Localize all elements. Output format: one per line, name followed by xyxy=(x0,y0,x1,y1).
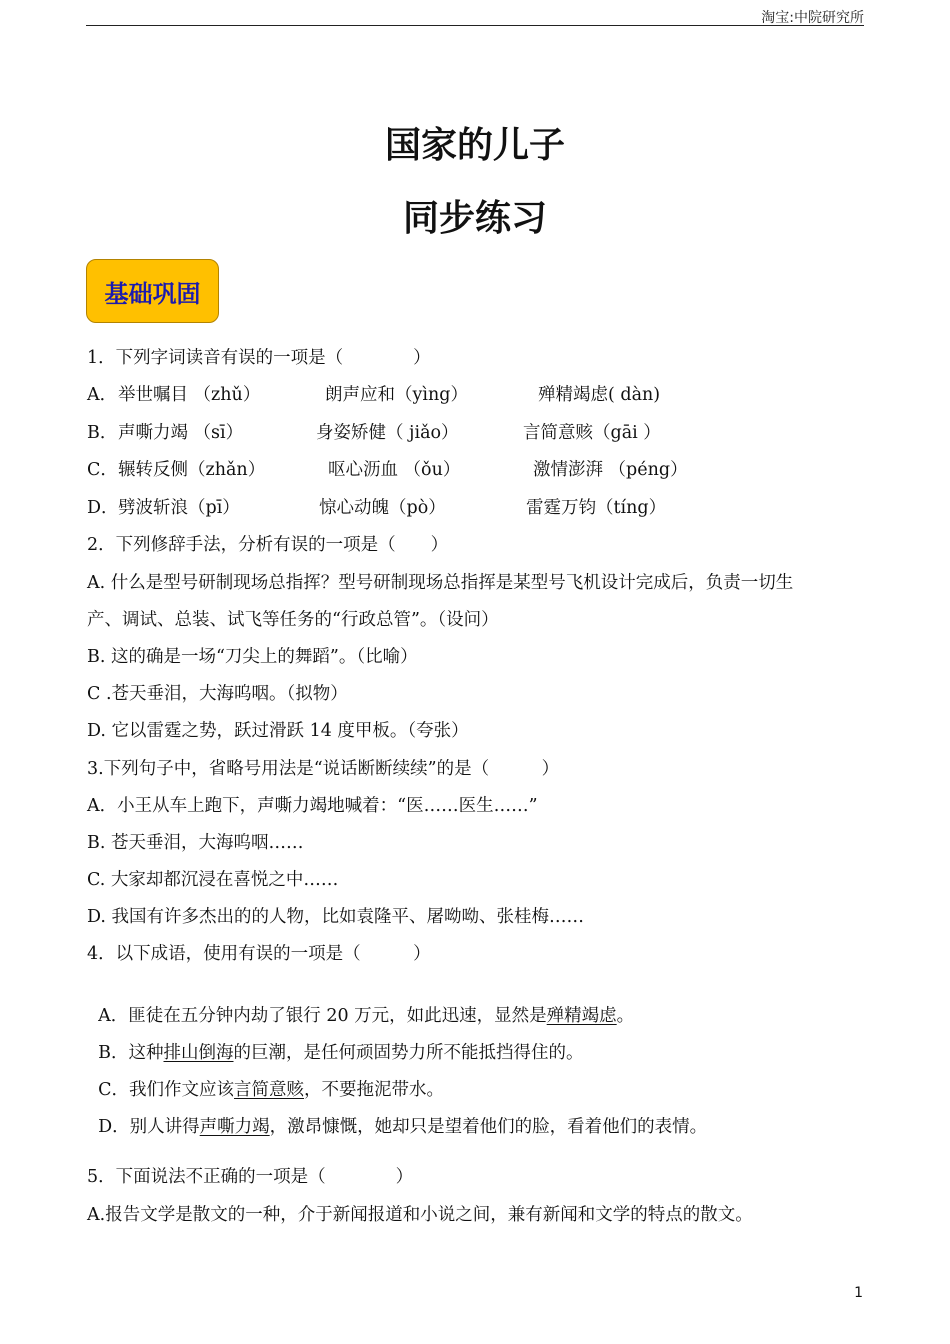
q1-option-b-label: B． xyxy=(87,423,118,443)
q1-option-a-item-2: 朗声应和（yìng） xyxy=(325,385,468,405)
q4-option-c xyxy=(87,1054,445,1100)
q1-option-b-item-1: 声嘶力竭 （sī） xyxy=(118,423,244,443)
q1-option-a-item-1: 举世嘱目 （zhǔ） xyxy=(118,385,261,405)
q4-stem: 4．以下成语，使用有误的一项是（ ） xyxy=(87,944,431,964)
q4-option-c-end: ，不要拖泥带水。 xyxy=(304,1080,445,1100)
q3-stem: 3.下列句子中，省略号用法是“说话断断续续”的是（ ） xyxy=(87,759,560,779)
q3-option-a: A．小王从车上跑下，声嘶力竭地喊着：“医……医生……” xyxy=(87,796,538,816)
q1-option-a-item-3: 殚精竭虑( dàn) xyxy=(538,385,661,405)
q3-option-c: C. 大家却都沉浸在喜悦之中…… xyxy=(87,870,339,890)
q1-option-b-item-3: 言简意赅（gāi ） xyxy=(523,423,661,443)
q1-option-d-item-3: 雷霆万钧（tíng） xyxy=(526,498,667,518)
document-subtitle: 同步练习 xyxy=(402,198,547,239)
q4-option-a-end: 。 xyxy=(616,1006,635,1026)
q1-option-d-item-1: 劈波斩浪（pī） xyxy=(118,498,240,518)
q1-option-c-item-3: 激情澎湃 （péng） xyxy=(533,460,688,480)
q2-option-d: D. 它以雷霆之势，跃过滑跃 14 度甲板。（夸张） xyxy=(87,721,469,741)
q4-option-b-text: B．这种 xyxy=(98,1043,164,1063)
q4-option-b-end: 的巨潮，是任何顽固势力所不能抵挡得住的。 xyxy=(233,1043,584,1063)
section-badge: 基础巩固 xyxy=(86,259,219,323)
q1-option-d-label: D． xyxy=(87,498,119,518)
q4-option-c-text: C．我们作文应该 xyxy=(98,1080,235,1100)
q3-option-d: D. 我国有许多杰出的的人物，比如袁隆平、屠呦呦、张桂梅…… xyxy=(87,907,585,927)
q2-option-a-line2: 产、调试、总装、试飞等任务的“行政总管”。（设问） xyxy=(87,610,499,630)
q4-option-d xyxy=(87,1091,708,1137)
page-number: 1 xyxy=(854,1285,863,1301)
q1-option-a-label: A． xyxy=(87,385,118,405)
q2-stem: 2．下列修辞手法，分析有误的一项是（ ） xyxy=(87,535,449,555)
header-divider xyxy=(86,25,864,26)
q2-option-c: C .苍天垂泪，大海呜咽。（拟物） xyxy=(87,684,348,704)
q4-option-b-idiom: 排山倒海 xyxy=(163,1043,234,1063)
q2-option-b: B. 这的确是一场“刀尖上的舞蹈”。（比喻） xyxy=(87,647,418,667)
document-title: 国家的儿子 xyxy=(384,125,565,166)
q1-option-c-label: C． xyxy=(87,460,118,480)
q4-option-c-idiom: 言简意赅 xyxy=(234,1080,305,1100)
q5-option-a: A.报告文学是散文的一种，介于新闻报道和小说之间，兼有新闻和文学的特点的散文。 xyxy=(87,1205,753,1225)
q1-option-c-item-1: 辗转反侧（zhǎn） xyxy=(118,460,266,480)
q4-option-a-idiom: 殚精竭虑 xyxy=(546,1006,617,1026)
q4-option-d-idiom: 声嘶力竭 xyxy=(199,1117,270,1137)
q1-option-d-item-2: 惊心动魄（pò） xyxy=(319,498,446,518)
q4-option-d-end: ，激昂慷慨，她却只是望着他们的脸，看着他们的表情。 xyxy=(269,1117,708,1137)
q4-option-a xyxy=(87,980,635,1026)
q3-option-b: B. 苍天垂泪，大海呜咽…… xyxy=(87,833,304,853)
q1-option-b-item-2: 身姿矫健（ jiǎo） xyxy=(316,423,459,443)
header-shop-label: 淘宝:中院研究所 xyxy=(761,10,864,26)
q5-stem: 5．下面说法不正确的一项是（ ） xyxy=(87,1167,414,1187)
q1-stem: 1．下列字词读音有误的一项是（ ） xyxy=(87,348,431,368)
q2-option-a-line1: A. 什么是型号研制现场总指挥？型号研制现场总指挥是某型号飞机设计完成后，负责一切生 xyxy=(87,573,794,593)
q4-option-b xyxy=(87,1017,584,1063)
q4-option-a-text: A．匪徒在五分钟内劫了银行 20 万元，如此迅速，显然是 xyxy=(98,1006,547,1026)
q1-option-c-item-2: 呕心沥血 （ǒu） xyxy=(328,460,461,480)
q4-option-d-text: D．别人讲得 xyxy=(98,1117,200,1137)
